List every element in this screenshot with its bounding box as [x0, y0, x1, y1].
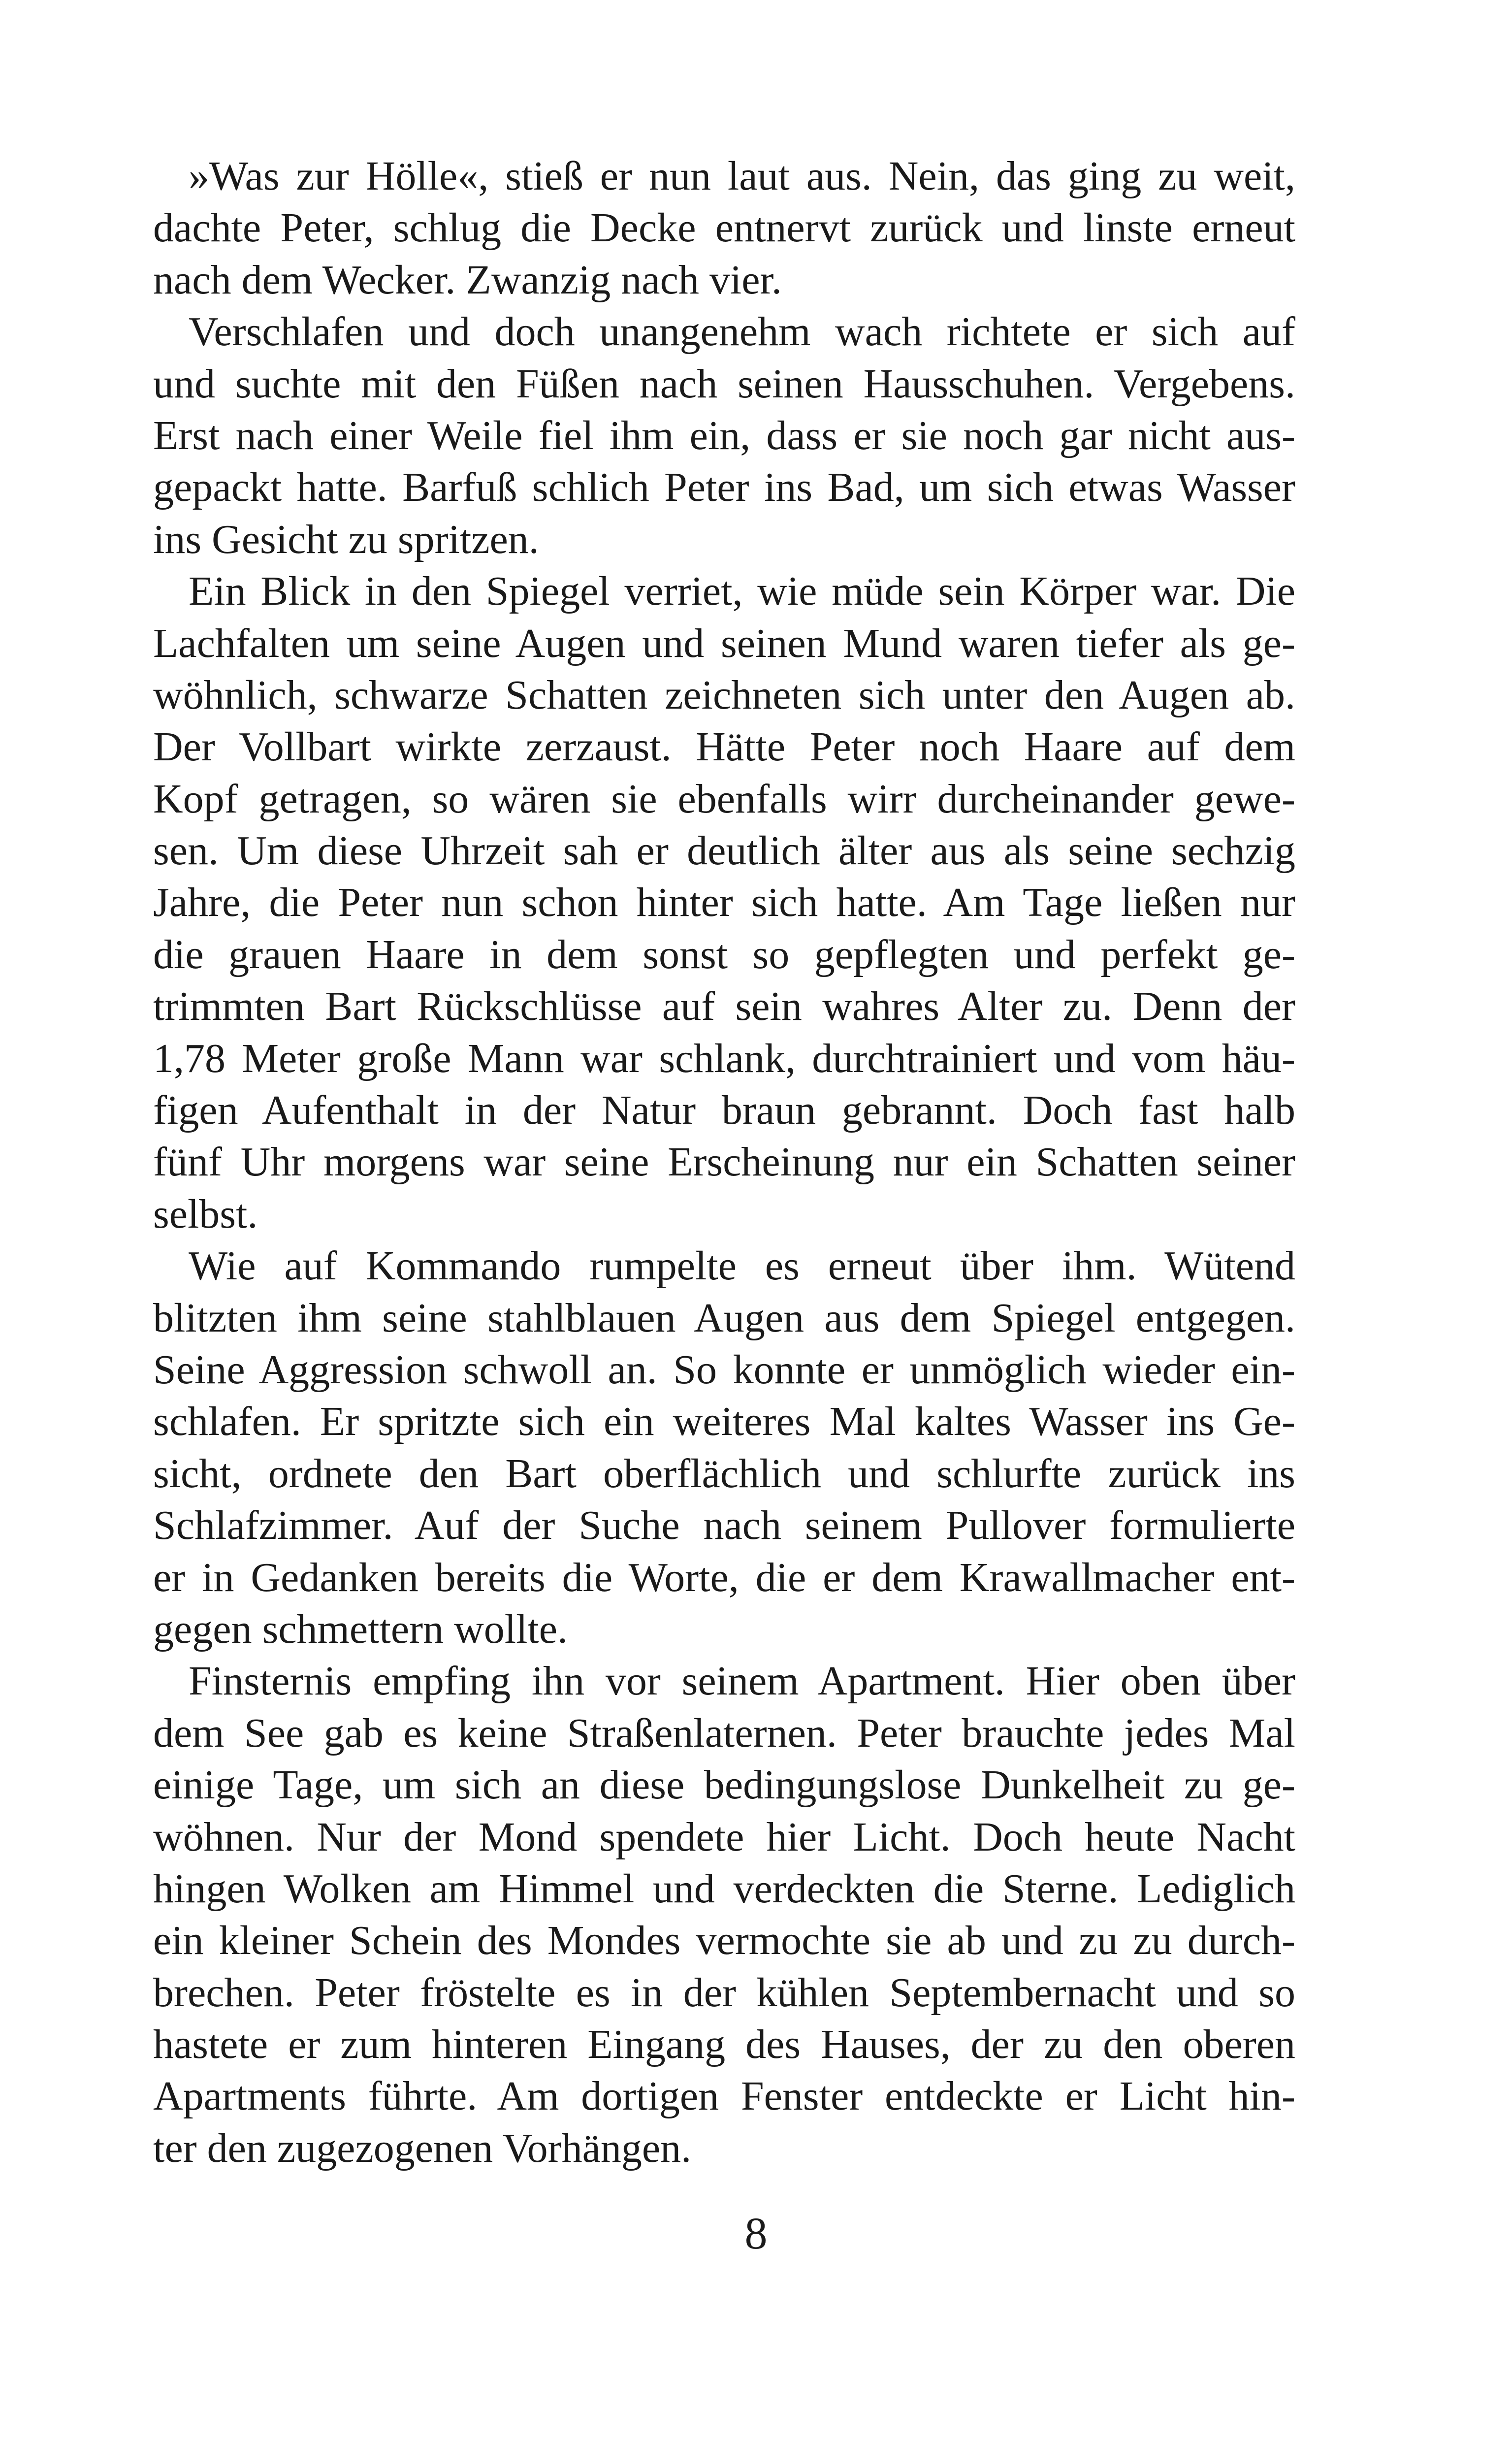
text-line: Kopf getragen, so wären sie ebenfalls wirr durcheinander gewe-: [153, 776, 1295, 822]
text-line: ein kleiner Schein des Mondes vermochte sie ab und zu zu durch-: [153, 1918, 1295, 1964]
body-text: [153, 150, 1295, 2174]
text-line: fünf Uhr morgens war seine Erscheinung nur ein Schatten seiner: [153, 1139, 1295, 1185]
text-line: sen. Um diese Uhrzeit sah er deutlich älter aus als seine sechzig: [153, 828, 1295, 874]
page-number: 8: [744, 2208, 768, 2258]
text-line: Der Vollbart wirkte zerzaust. Hätte Peter noch Haare auf dem: [153, 724, 1295, 770]
text-line: figen Aufenthalt in der Natur braun gebrannt. Doch fast halb: [153, 1087, 1295, 1134]
text-line: die grauen Haare in dem sonst so gepflegten und perfekt ge-: [153, 931, 1295, 977]
text-line: und suchte mit den Füßen nach seinen Hausschuhen. Vergebens.: [153, 360, 1295, 407]
text-line: Seine Aggression schwoll an. So konnte er unmöglich wieder ein-: [153, 1346, 1295, 1393]
paragraph-4: [153, 1240, 1295, 1655]
text-line: Wie auf Kommando rumpelte es erneut über ihm. Wütend: [189, 1243, 1295, 1289]
text-line: er in Gedanken bereits die Worte, die er dem Krawallmacher ent-: [153, 1554, 1295, 1600]
text-line: wöhnlich, schwarze Schatten zeichneten sich unter den Augen ab.: [153, 672, 1295, 718]
text-line: gepackt hatte. Barfuß schlich Peter ins Bad, um sich etwas Wasser: [153, 464, 1295, 511]
text-line: Verschlafen und doch unangenehm wach richtete er sich auf: [189, 309, 1295, 355]
paragraph-1: [153, 150, 1295, 306]
text-line: Ein Blick in den Spiegel verriet, wie müde sein Körper war. Die: [189, 568, 1295, 615]
text-line: wöhnen. Nur der Mond spendete hier Licht. Doch heute Nacht: [153, 1814, 1295, 1860]
text-line: gegen schmettern wollte.: [153, 1606, 568, 1652]
text-line: Apartments führte. Am dortigen Fenster entdeckte er Licht hin-: [153, 2073, 1295, 2119]
text-line: ins Gesicht zu spritzen.: [153, 516, 539, 562]
paragraph-3: [153, 565, 1295, 1240]
text-line: ter den zugezogenen Vorhängen.: [153, 2125, 692, 2171]
text-line: 1,78 Meter große Mann war schlank, durchtrainiert und vom häu-: [153, 1035, 1295, 1081]
text-line: »Was zur Hölle«, stieß er nun laut aus. Nein, das ging zu weit,: [189, 153, 1295, 199]
text-line: trimmten Bart Rückschlüsse auf sein wahres Alter zu. Denn der: [153, 983, 1295, 1030]
paragraph-5: [153, 1655, 1295, 2174]
text-line: hastete er zum hinteren Eingang des Hauses, der zu den oberen: [153, 2021, 1295, 2068]
text-line: dem See gab es keine Straßenlaternen. Peter brauchte jedes Mal: [153, 1710, 1295, 1756]
paragraph-2: [153, 306, 1295, 565]
text-line: brechen. Peter fröstelte es in der kühlen Septembernacht und so: [153, 1969, 1295, 2016]
text-line: schlafen. Er spritzte sich ein weiteres Mal kaltes Wasser ins Ge-: [153, 1399, 1295, 1445]
text-line: hingen Wolken am Himmel und verdeckten die Sterne. Lediglich: [153, 1865, 1295, 1912]
text-line: Jahre, die Peter nun schon hinter sich hatte. Am Tage ließen nur: [153, 879, 1295, 926]
text-line: Lachfalten um seine Augen und seinen Mund waren tiefer als ge-: [153, 620, 1295, 666]
text-line: Schlafzimmer. Auf der Suche nach seinem Pullover formulierte: [153, 1502, 1295, 1549]
text-line: Erst nach einer Weile fiel ihm ein, dass er sie noch gar nicht aus-: [153, 412, 1295, 458]
text-line: blitzten ihm seine stahlblauen Augen aus dem Spiegel entgegen.: [153, 1295, 1295, 1341]
text-line: nach dem Wecker. Zwanzig nach vier.: [153, 257, 782, 303]
text-line: dachte Peter, schlug die Decke entnervt zurück und linste erneut: [153, 205, 1295, 251]
text-line: selbst.: [153, 1191, 258, 1237]
text-line: Finsternis empfing ihn vor seinem Apartment. Hier oben über: [189, 1658, 1295, 1704]
text-line: sicht, ordnete den Bart oberflächlich und schlurfte zurück ins: [153, 1450, 1295, 1497]
text-line: einige Tage, um sich an diese bedingungslose Dunkelheit zu ge-: [153, 1762, 1295, 1808]
